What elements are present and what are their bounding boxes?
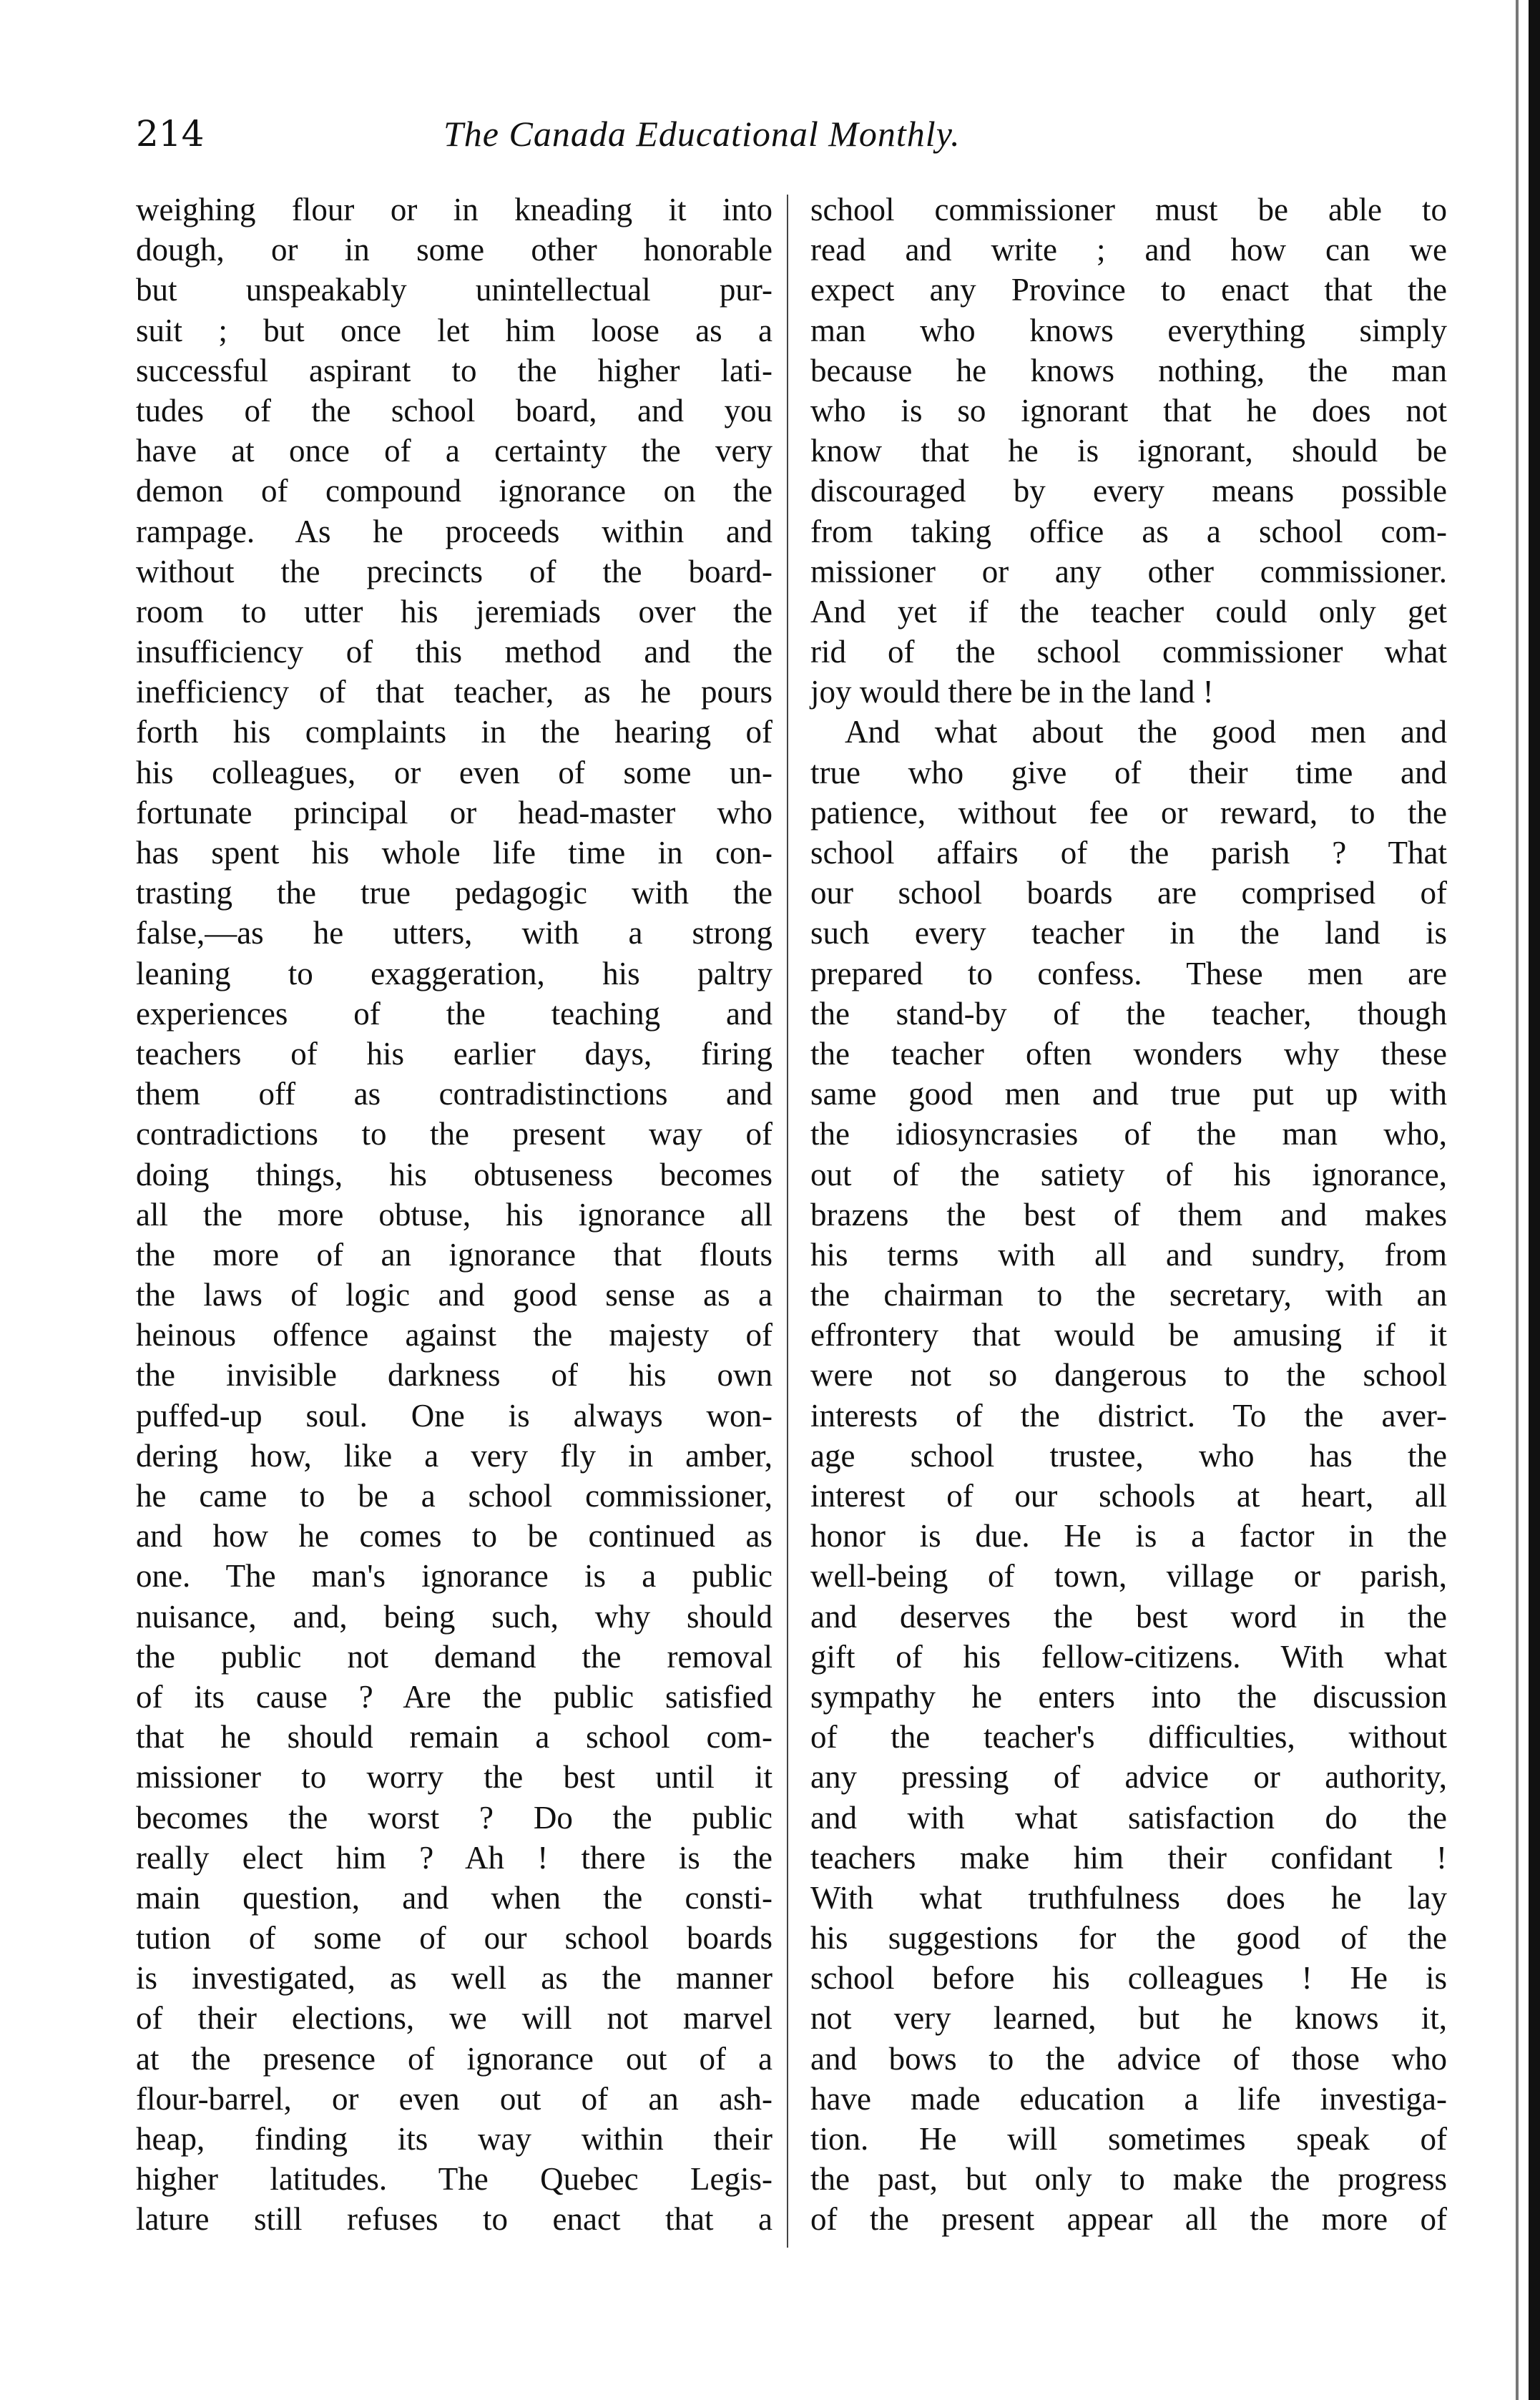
text-line: but unspeakably unintellectual pur- [136, 272, 773, 308]
text-line: school affairs of the parish ? That [810, 835, 1447, 871]
text-line: all the more obtuse, his ignorance all [136, 1196, 773, 1233]
text-line: our school boards are comprised of [810, 875, 1447, 911]
text-line: have at once of a certainty the very [136, 433, 773, 469]
text-line: any pressing of advice or authority, [810, 1759, 1447, 1796]
text-line: man who knows everything simply [810, 312, 1447, 348]
text-line: tution of some of our school boards [136, 1920, 773, 1956]
text-line: the teacher often wonders why these [810, 1035, 1447, 1072]
text-line: interests of the district. To the aver- [810, 1397, 1447, 1434]
text-line: And what about the good men and [845, 714, 1447, 750]
text-line: really elect him ? Ah ! there is the [136, 1839, 773, 1876]
text-line: joy would there be in the land ! [810, 674, 1214, 710]
text-line: teachers make him their confidant ! [810, 1839, 1447, 1876]
text-line: puffed-up soul. One is always won- [136, 1397, 773, 1434]
text-line: the chairman to the secretary, with an [810, 1277, 1447, 1313]
text-line: patience, without fee or reward, to the [810, 794, 1447, 831]
text-line: of the present appear all the more of [810, 2201, 1447, 2238]
text-line: out of the satiety of his ignorance, [810, 1156, 1447, 1192]
text-line: without the precincts of the board- [136, 553, 773, 589]
text-line: his colleagues, or even of some un- [136, 754, 773, 790]
text-line: has spent his whole life time in con- [136, 835, 773, 871]
text-line: at the presence of ignorance out of a [136, 2040, 773, 2077]
text-line: flour-barrel, or even out of an ash- [136, 2080, 773, 2117]
text-line: higher latitudes. The Quebec Legis- [136, 2161, 773, 2198]
text-line: the public not demand the removal [136, 1638, 773, 1675]
text-line: same good men and true put up with [810, 1076, 1447, 1112]
text-line: trasting the true pedagogic with the [136, 875, 773, 911]
text-line: successful aspirant to the higher lati- [136, 352, 773, 388]
text-line: false,—as he utters, with a strong [136, 915, 773, 951]
text-line: his suggestions for the good of the [810, 1920, 1447, 1956]
text-line: and deserves the best word in the [810, 1598, 1447, 1635]
text-line: nuisance, and, being such, why should [136, 1598, 773, 1635]
text-line: true who give of their time and [810, 754, 1447, 790]
text-line: heinous offence against the majesty of [136, 1317, 773, 1353]
text-line: weighing flour or in kneading it into [136, 192, 773, 227]
text-line: school commissioner must be able to [810, 192, 1447, 227]
text-line: rid of the school commissioner what [810, 634, 1447, 670]
text-line: room to utter his jeremiads over the [136, 593, 773, 630]
text-line: the invisible darkness of his own [136, 1357, 773, 1394]
text-line: prepared to confess. These men are [810, 955, 1447, 991]
text-line: age school trustee, who has the [810, 1437, 1447, 1474]
text-line: teachers of his earlier days, firing [136, 1035, 773, 1072]
text-line: demon of compound ignorance on the [136, 473, 773, 509]
text-line: of the teacher's difficulties, without [810, 1719, 1447, 1755]
text-line: from taking office as a school com- [810, 513, 1447, 549]
text-line: read and write ; and how can we [810, 232, 1447, 268]
text-line: expect any Province to enact that the [810, 272, 1447, 308]
text-line: doing things, his obtuseness becomes [136, 1156, 773, 1192]
page-number: 214 [136, 113, 205, 155]
text-line: effrontery that would be amusing if it [810, 1317, 1447, 1353]
text-line: not very learned, but he knows it, [810, 2000, 1447, 2037]
text-line: sympathy he enters into the discussion [810, 1678, 1447, 1715]
text-line: were not so dangerous to the school [810, 1357, 1447, 1394]
text-line: the laws of logic and good sense as a [136, 1277, 773, 1313]
text-line: With what truthfulness does he lay [810, 1879, 1447, 1916]
text-line: honor is due. He is a factor in the [810, 1518, 1447, 1554]
text-line: inefficiency of that teacher, as he pours [136, 674, 773, 710]
text-line: the more of an ignorance that flouts [136, 1236, 773, 1273]
binding-edge-shadow [1516, 0, 1519, 2400]
text-line: know that he is ignorant, should be [810, 433, 1447, 469]
text-line: school before his colleagues ! He is [810, 1960, 1447, 1997]
text-line: brazens the best of them and makes [810, 1196, 1447, 1233]
text-line: and bows to the advice of those who [810, 2040, 1447, 2077]
text-line: experiences of the teaching and [136, 995, 773, 1032]
text-line: such every teacher in the land is [810, 915, 1447, 951]
text-line: missioner or any other commissioner. [810, 553, 1447, 589]
text-line: who is so ignorant that he does not [810, 392, 1447, 428]
text-line: discouraged by every means possible [810, 473, 1447, 509]
text-line: his terms with all and sundry, from [810, 1236, 1447, 1273]
text-line: suit ; but once let him loose as a [136, 312, 773, 348]
column-rule [787, 195, 788, 2248]
text-line: and how he comes to be continued as [136, 1518, 773, 1554]
text-line: insufficiency of this method and the [136, 634, 773, 670]
text-line: dering how, like a very fly in amber, [136, 1437, 773, 1474]
text-line: the stand-by of the teacher, though [810, 995, 1447, 1032]
binding-edge [1529, 0, 1540, 2400]
text-line: them off as contradistinctions and [136, 1076, 773, 1112]
text-line: that he should remain a school com- [136, 1719, 773, 1755]
text-line: the past, but only to make the progress [810, 2161, 1447, 2198]
text-line: contradictions to the present way of [136, 1116, 773, 1152]
text-line: becomes the worst ? Do the public [136, 1799, 773, 1836]
text-line: tion. He will sometimes speak of [810, 2121, 1447, 2157]
text-line: dough, or in some other honorable [136, 232, 773, 268]
text-line: he came to be a school commissioner, [136, 1478, 773, 1514]
text-line: main question, and when the consti- [136, 1879, 773, 1916]
left-column [136, 190, 773, 2240]
text-line: missioner to worry the best until it [136, 1759, 773, 1796]
running-head: The Canada Educational Monthly. [443, 114, 961, 154]
text-line: lature still refuses to enact that a [136, 2201, 773, 2238]
text-line: forth his complaints in the hearing of [136, 714, 773, 750]
text-line: because he knows nothing, the man [810, 352, 1447, 388]
text-line: and with what satisfaction do the [810, 1799, 1447, 1836]
text-line: gift of his fellow-citizens. With what [810, 1638, 1447, 1675]
text-line: heap, finding its way within their [136, 2121, 773, 2157]
text-line: have made education a life investiga- [810, 2080, 1447, 2117]
text-line: of their elections, we will not marvel [136, 2000, 773, 2037]
text-line: is investigated, as well as the manner [136, 1960, 773, 1997]
text-line: one. The man's ignorance is a public [136, 1558, 773, 1595]
text-line: of its cause ? Are the public satisfied [136, 1678, 773, 1715]
text-line: well-being of town, village or parish, [810, 1558, 1447, 1595]
text-line: And yet if the teacher could only get [810, 593, 1447, 630]
right-column [810, 190, 1447, 2240]
text-line: fortunate principal or head-master who [136, 794, 773, 831]
text-line: interest of our schools at heart, all [810, 1478, 1447, 1514]
text-line: tudes of the school board, and you [136, 392, 773, 428]
text-line: the idiosyncrasies of the man who, [810, 1116, 1447, 1152]
text-line: leaning to exaggeration, his paltry [136, 955, 773, 991]
text-line: rampage. As he proceeds within and [136, 513, 773, 549]
